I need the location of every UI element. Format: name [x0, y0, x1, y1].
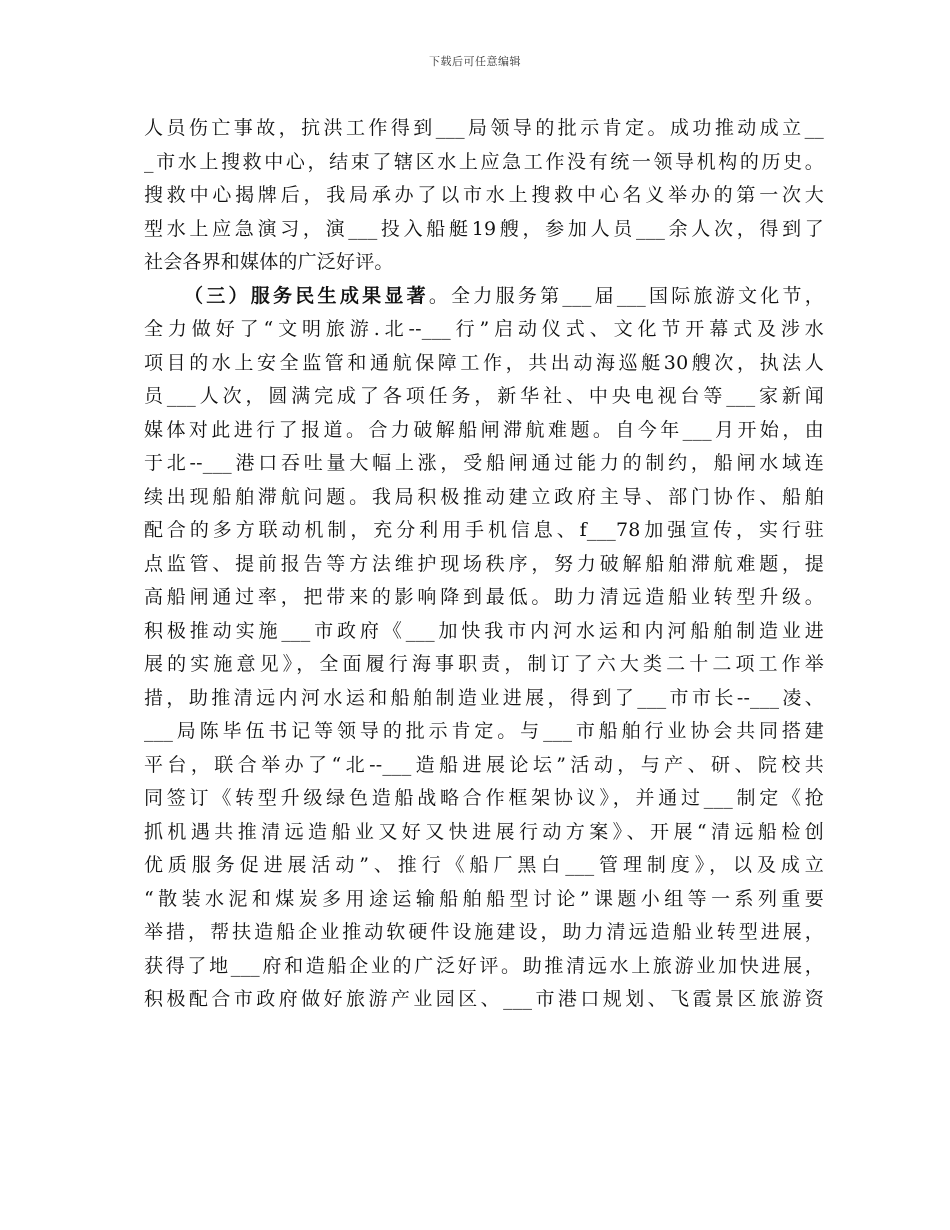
paragraph-line: 续出现船舶滞航问题。我局积极推动建立政府主导、部门协作、船舶	[144, 485, 824, 508]
paragraph-line: 于北--___港口吞吐量大幅上涨，受船闸通过能力的制约，船闸水域连	[144, 452, 824, 474]
page-header: 下载后可任意编辑	[429, 55, 521, 68]
paragraph-line: 积极推动实施___市政府《___加快我市内河水运和内河船舶制造业进	[144, 619, 824, 642]
paragraph-line: 抓机遇共推清远造船业又好又快进展行动方案》、开展“清远船检创	[144, 820, 824, 843]
paragraph-line: 全力做好了“文明旅游.北--___行”启动仪式、文化节开幕式及涉水	[144, 318, 824, 340]
paragraph-line: 搜救中心揭牌后，我局承办了以市水上搜救中心名义举办的第一次大	[144, 184, 824, 206]
paragraph-line: 人员伤亡事故，抗洪工作得到___局领导的批示肯定。成功推动成立__	[144, 117, 824, 139]
paragraph-line: 获得了地___府和造船企业的广泛好评。助推清远水上旅游业加快进展，	[144, 954, 824, 977]
paragraph-line: 项目的水上安全监管和通航保障工作，共出动海巡艇30艘次，执法人	[144, 351, 824, 374]
document-body	[144, 112, 824, 1017]
paragraph-line: 高船闸通过率，把带来的影响降到最低。助力清远造船业转型升级。	[144, 586, 824, 608]
paragraph-line: 同签订《转型升级绿色造船战略合作框架协议》，并通过___制定《抢	[144, 787, 824, 809]
paragraph-line: 配合的多方联动机制，充分利用手机信息、f___78加强宣传，实行驻	[144, 519, 824, 541]
paragraph-line: 展的实施意见》，全面履行海事职责，制订了六大类二十二项工作举	[144, 653, 824, 675]
paragraph-line: 员___人次，圆满完成了各项任务，新华社、中央电视台等___家新闻	[144, 385, 824, 407]
paragraph-line: 措，助推清远内河水运和船舶制造业进展，得到了___市市长--___凌、	[144, 686, 824, 709]
paragraph-line: 型水上应急演习，演___投入船艇19艘，参加人员___余人次，得到了	[144, 217, 824, 240]
paragraph-line: 点监管、提前报告等方法维护现场秩序，努力破解船舶滞航难题，提	[144, 552, 824, 575]
paragraph-line: 优质服务促进展活动”、推行《船厂黑白___管理制度》，以及成立	[144, 854, 824, 876]
paragraph-line: 媒体对此进行了报道。合力破解船闸滞航难题。自今年___月开始，由	[144, 418, 824, 441]
paragraph-line: 社会各界和媒体的广泛好评。	[144, 251, 394, 273]
paragraph-line: 举措，帮扶造船企业推动软硬件设施建设，助力清远造船业转型进展，	[144, 921, 824, 943]
section-heading-line	[144, 280, 824, 314]
paragraph-line: “散装水泥和煤炭多用途运输船舶船型讨论”课题小组等一系列重要	[144, 887, 824, 910]
paragraph-line-rest: 。全力服务第___届___国际旅游文化节，	[428, 284, 825, 307]
paragraph-line: ___局陈毕伍书记等领导的批示肯定。与___市船舶行业协会共同搭建	[144, 720, 824, 742]
paragraph-line: 积极配合市政府做好旅游产业园区、___市港口规划、飞霞景区旅游资	[144, 988, 824, 1010]
paragraph-line: _市水上搜救中心，结束了辖区水上应急工作没有统一领导机构的历史。	[144, 150, 824, 173]
section-heading: （三）服务民生成果显著	[184, 284, 429, 307]
paragraph-line: 平台，联合举办了“北--___造船进展论坛”活动，与产、研、院校共	[144, 753, 824, 776]
